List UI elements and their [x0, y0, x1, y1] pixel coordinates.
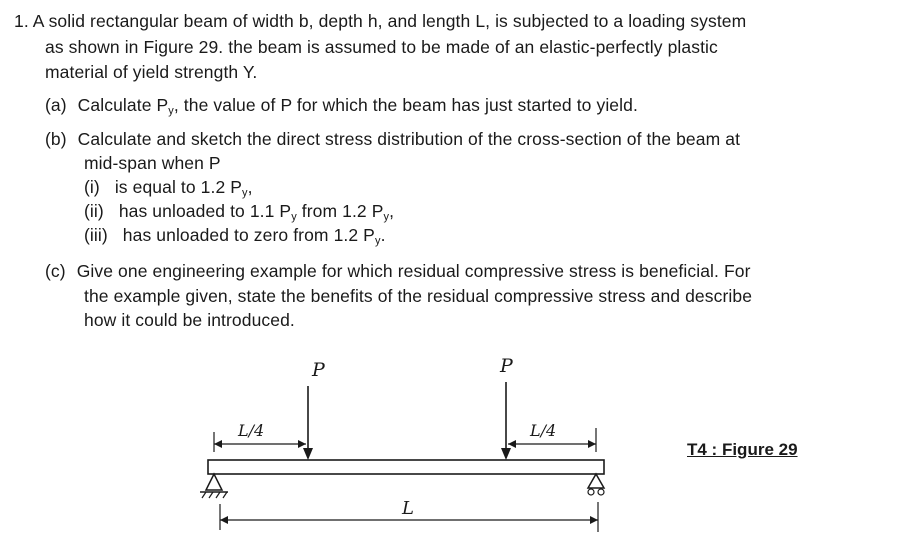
- item-ii-tail: ,: [389, 201, 395, 221]
- part-b-text-2: mid-span when P: [84, 153, 221, 173]
- item-iii-tail: .: [380, 225, 386, 245]
- part-a-text-before: Calculate P: [77, 95, 169, 115]
- beam-figure: [180, 340, 640, 550]
- part-b-item-iii: [84, 224, 386, 252]
- part-a: [45, 94, 638, 122]
- question-line-1: [14, 10, 746, 32]
- dimension-left-label: L/4: [238, 421, 265, 440]
- item-i-label: (i): [84, 177, 100, 197]
- part-b-text-1: Calculate and sketch the direct stress distribution of the cross-section of the beam at: [77, 129, 741, 149]
- item-iii-label: (iii): [84, 225, 108, 245]
- span-label: L: [402, 498, 414, 519]
- figure-caption: T4 : Figure 29: [687, 440, 798, 459]
- part-a-label: (a): [45, 95, 67, 115]
- dimension-right-label: L/4: [530, 421, 557, 440]
- question-number: 1.: [14, 11, 29, 31]
- right-roller-support: [588, 474, 604, 495]
- item-i-sub: y: [242, 187, 248, 199]
- part-a-sub: y: [168, 105, 174, 117]
- part-b-label: (b): [45, 129, 67, 149]
- load-arrow-right: [501, 382, 511, 460]
- part-a-text-after: , the value of P for which the beam has just started to yield.: [173, 95, 638, 115]
- beam-diagram: [180, 340, 640, 550]
- item-ii-mid: from 1.2 P: [296, 201, 384, 221]
- load-arrow-left: [303, 386, 313, 460]
- load-label-left: P: [312, 359, 325, 381]
- load-label-right: P: [500, 355, 513, 377]
- left-pin-support: [200, 474, 228, 498]
- intro-text-3: material of yield strength Y.: [45, 62, 258, 82]
- item-iii-sub: y: [374, 235, 381, 247]
- item-ii-sub2: y: [383, 211, 390, 223]
- item-iii-text: has unloaded to zero from 1.2 P: [122, 225, 375, 245]
- item-ii-sub: y: [291, 211, 297, 223]
- part-c-text-2: the example given, state the benefits of the residual compressive stress and describe: [84, 286, 753, 306]
- intro-text-1: A solid rectangular beam of width b, depth h, and length L, is subjected to a loading system: [32, 11, 747, 31]
- part-c-text-1: Give one engineering example for which residual compressive stress is beneficial. For: [76, 261, 751, 281]
- item-i-text: is equal to 1.2 P: [114, 177, 243, 197]
- part-c-label: (c): [45, 261, 66, 281]
- intro-text-2: as shown in Figure 29. the beam is assumed to be made of an elastic-perfectly plastic: [45, 37, 718, 57]
- item-ii-label: (ii): [84, 201, 104, 221]
- part-c-text-3: how it could be introduced.: [84, 310, 295, 330]
- part-c: [45, 260, 751, 282]
- beam-body: [208, 460, 604, 474]
- item-i-tail: ,: [247, 177, 253, 197]
- part-b: [45, 128, 740, 150]
- item-ii-text: has unloaded to 1.1 P: [118, 201, 292, 221]
